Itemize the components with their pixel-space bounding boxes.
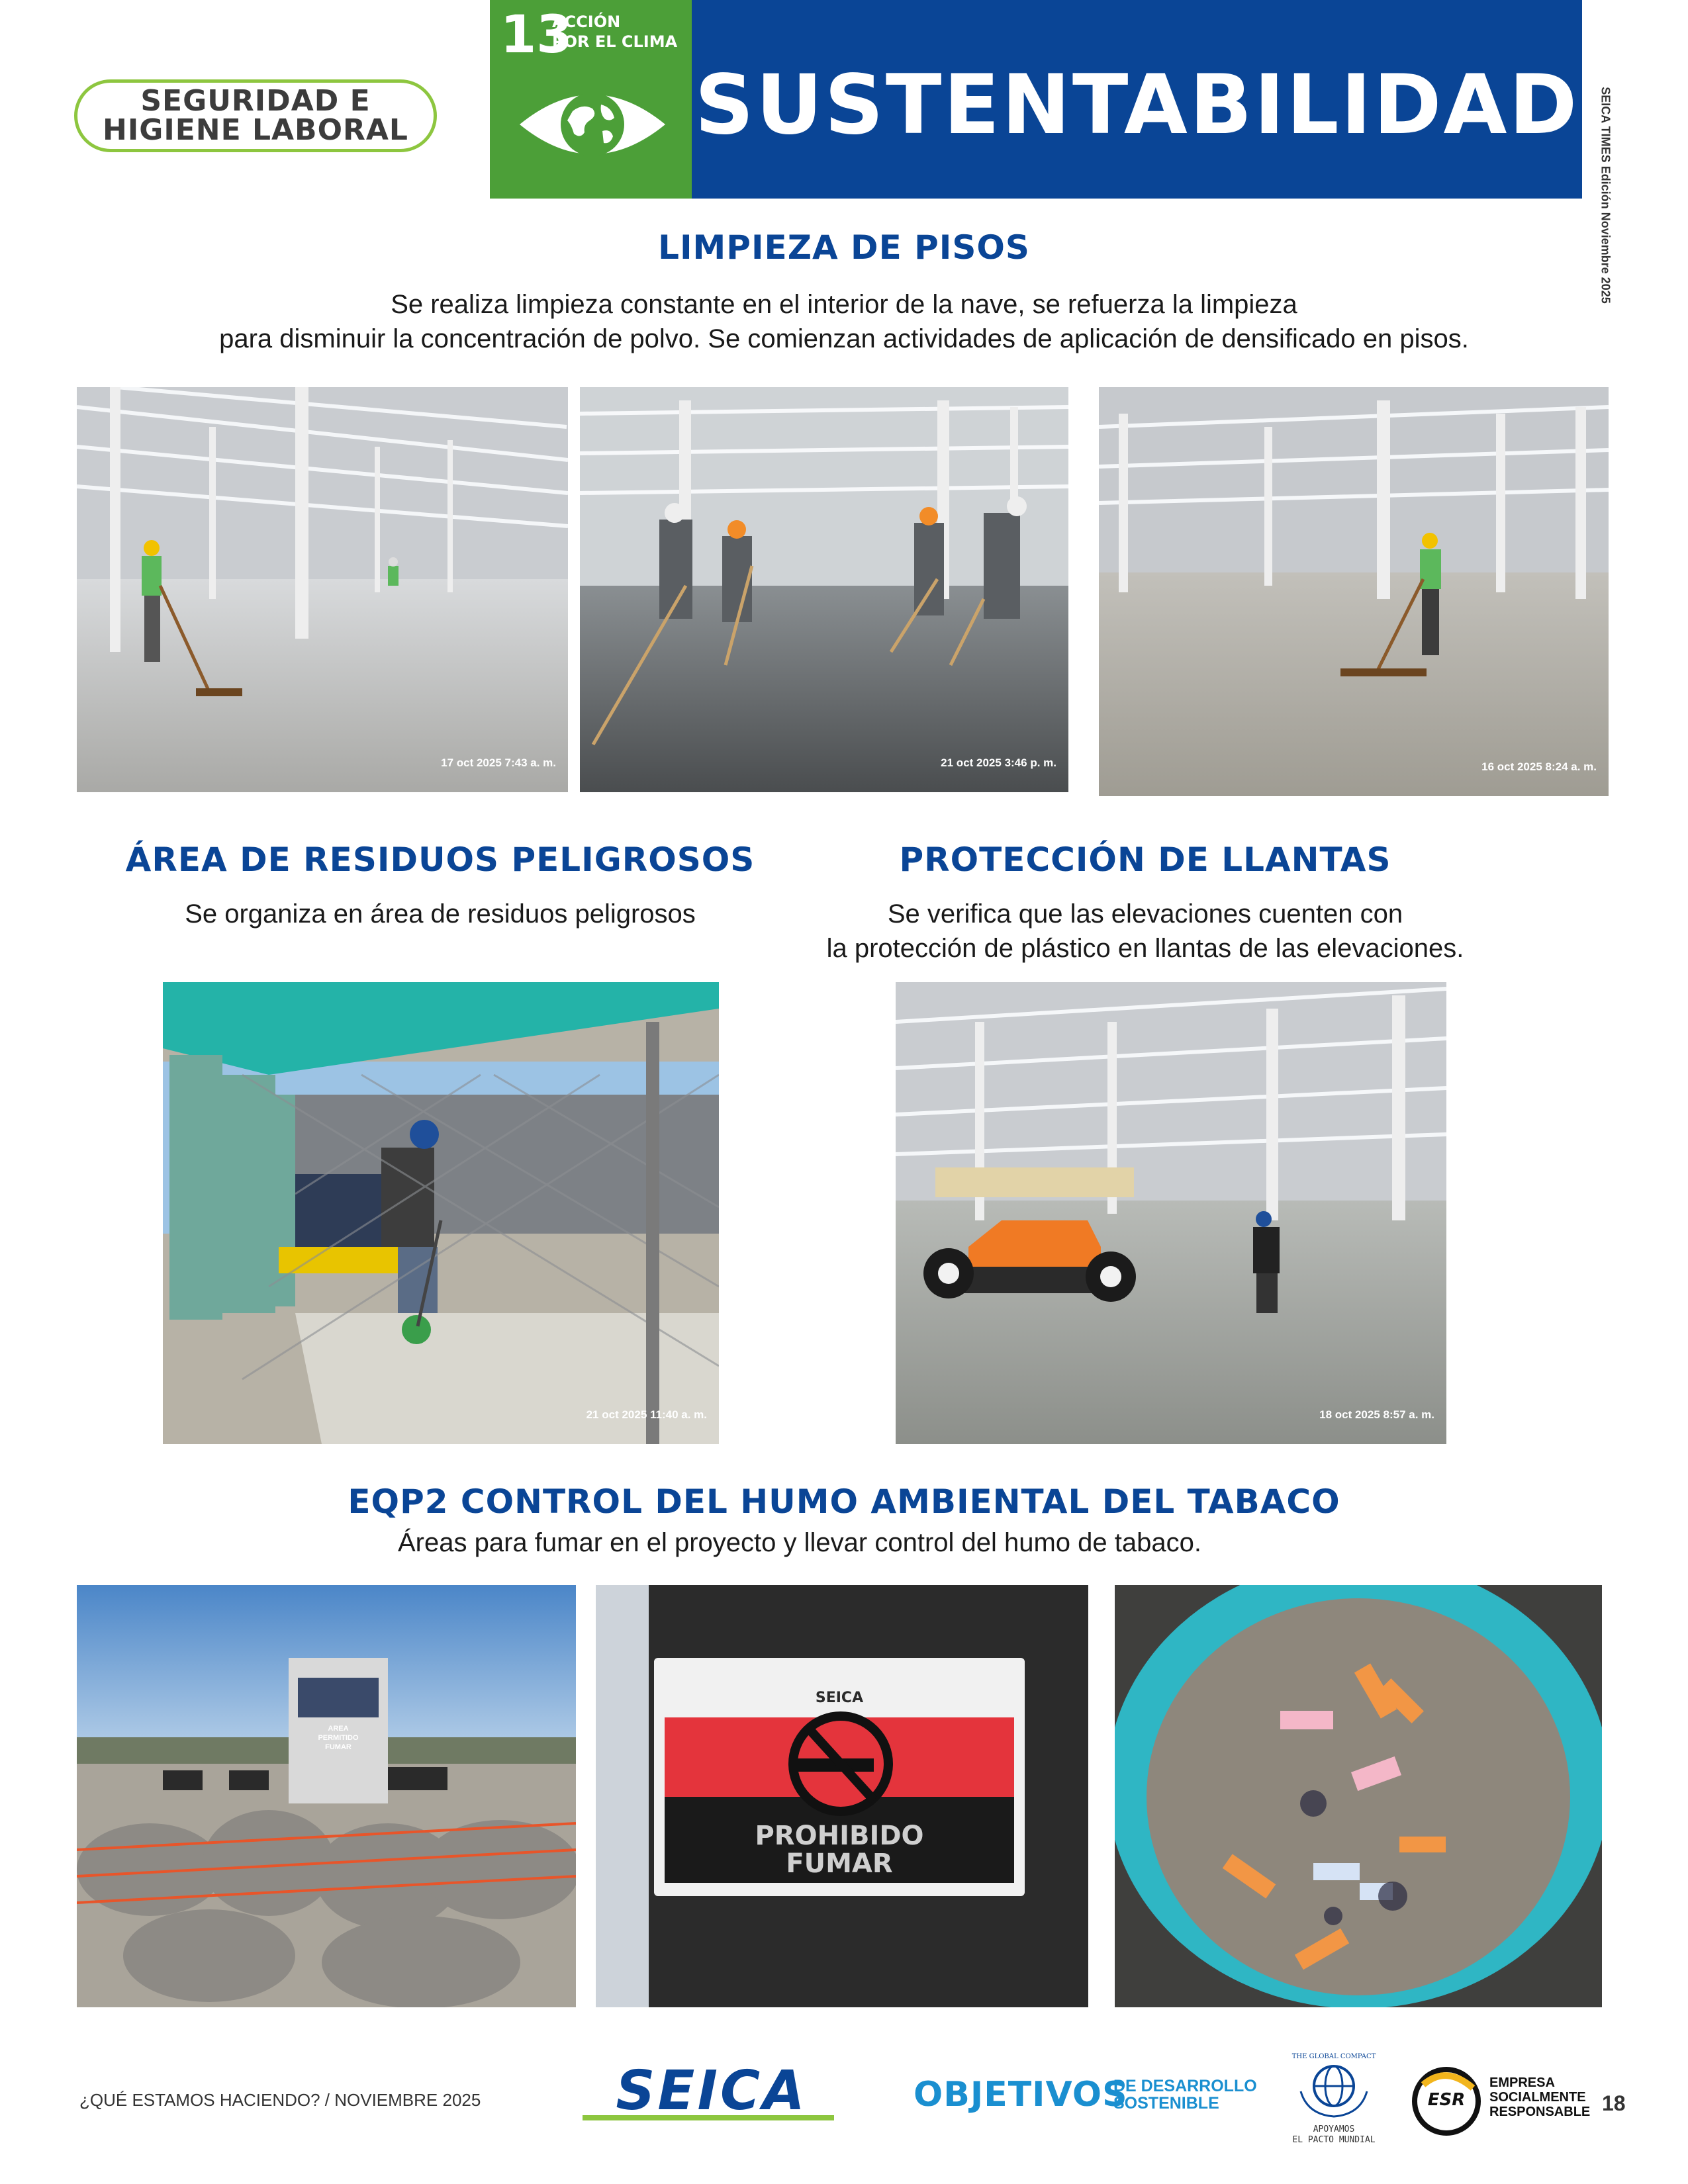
tires-title: PROTECCIÓN DE LLANTAS [899,841,1391,879]
tires-text-line1: Se verifica que las elevaciones cuenten con [887,899,1403,929]
gc-line2: EL PACTO MUNDIAL [1292,2135,1376,2145]
photo-timestamp: 16 oct 2025 8:24 a. m. [1481,760,1597,773]
sign1-line2: PERMITIDO FUMAR [318,1734,359,1751]
gc-top-text: THE GLOBAL COMPACT [1291,2053,1376,2060]
ods-small-line1: DE DESARROLLO [1113,2077,1257,2095]
smoke-text-line1: Áreas para fumar en el proyecto y llevar control del humo de tabaco. [398,1528,1201,1557]
ashtray-photo [1115,1585,1602,2007]
ods-logo [914,2075,1257,2115]
smoke-title: EQP2 CONTROL DEL HUMO AMBIENTAL DEL TABACO [348,1482,1340,1521]
page-number: 18 [1602,2091,1626,2115]
esr-line1: EMPRESA [1489,2075,1555,2090]
tires-text-line2: la protección de plástico en llantas de las elevaciones. [826,934,1464,963]
section-label-line1: SEGURIDAD E [140,84,371,118]
photo-timestamp: 17 oct 2025 7:43 a. m. [441,756,556,769]
esr-text [1489,2075,1590,2119]
seica-logo-text: SEICA [616,2060,808,2122]
waste-text-line1: Se organiza en área de residuos peligrosos [185,899,696,929]
sdg13-badge [490,0,692,199]
tire-protection-photo [896,982,1446,1444]
sdg-number: 13 [500,5,573,65]
smoke-description [0,1525,1599,1560]
smoking-area-sign [306,1724,370,1752]
sdg-text-line2: POR EL CLIMA [552,32,678,51]
ods-small-text [1113,2077,1257,2112]
sdg-text [552,12,677,52]
esr-line2: SOCIALMENTE [1489,2090,1586,2105]
floors-text-line2: para disminuir la concentración de polvo. Se comienzan actividades de aplicación de densificado en pisos. [219,324,1469,353]
vertical-edition-text: SEICA TIMES Edición Noviembre 2025 [1599,87,1613,304]
waste-title: ÁREA DE RESIDUOS PELIGROSOS [125,841,755,879]
photo-timestamp: 18 oct 2025 8:57 a. m. [1319,1408,1434,1421]
footer-caption: ¿QUÉ ESTAMOS HACIENDO? / NOVIEMBRE 2025 [79,2090,481,2110]
floor-cleaning-photo-2 [580,387,1068,792]
floor-cleaning-photo-1 [77,387,568,792]
ods-big-text: OBJETIVOS [914,2075,1128,2115]
eye-globe-icon [516,78,669,171]
floor-cleaning-photo-3 [1099,387,1609,796]
gc-caption [1284,2124,1383,2146]
sign2-line2: FUMAR [786,1848,893,1879]
floors-text-line1: Se realiza limpieza constante en el interior de la nave, se refuerza la limpieza [391,290,1297,319]
sign2-line1: PROHIBIDO [755,1821,924,1851]
section-label-pill [74,79,437,152]
gc-line1: APOYAMOS [1313,2124,1355,2134]
sdg-text-line1: ACCIÓN [552,13,621,31]
esr-line3: RESPONSABLE [1489,2105,1591,2119]
floors-description [0,287,1688,356]
floors-title: LIMPIEZA DE PISOS [658,228,1030,267]
esr-badge-text: ESR [1427,2090,1466,2110]
seica-logo [583,2060,841,2123]
banner-title: SUSTENTABILIDAD [692,0,1582,199]
waste-description [113,897,768,931]
hazardous-waste-photo [163,982,719,1444]
ods-small-line2: SOSTENIBLE [1113,2094,1219,2113]
smoking-area-photo [77,1585,576,2007]
section-label-line2: HIGIENE LABORAL [103,113,408,147]
sign1-line1: AREA [328,1725,349,1733]
photo-timestamp: 21 oct 2025 3:46 p. m. [941,756,1056,769]
tires-description [768,897,1523,966]
sign2-brand: SEICA [815,1690,864,1706]
no-smoking-text [654,1822,1025,1878]
global-compact-logo [1284,2052,1383,2151]
photo-timestamp: 21 oct 2025 11:40 a. m. [586,1408,707,1421]
no-smoking-sign-photo [596,1585,1088,2007]
esr-logo [1410,2065,1589,2138]
